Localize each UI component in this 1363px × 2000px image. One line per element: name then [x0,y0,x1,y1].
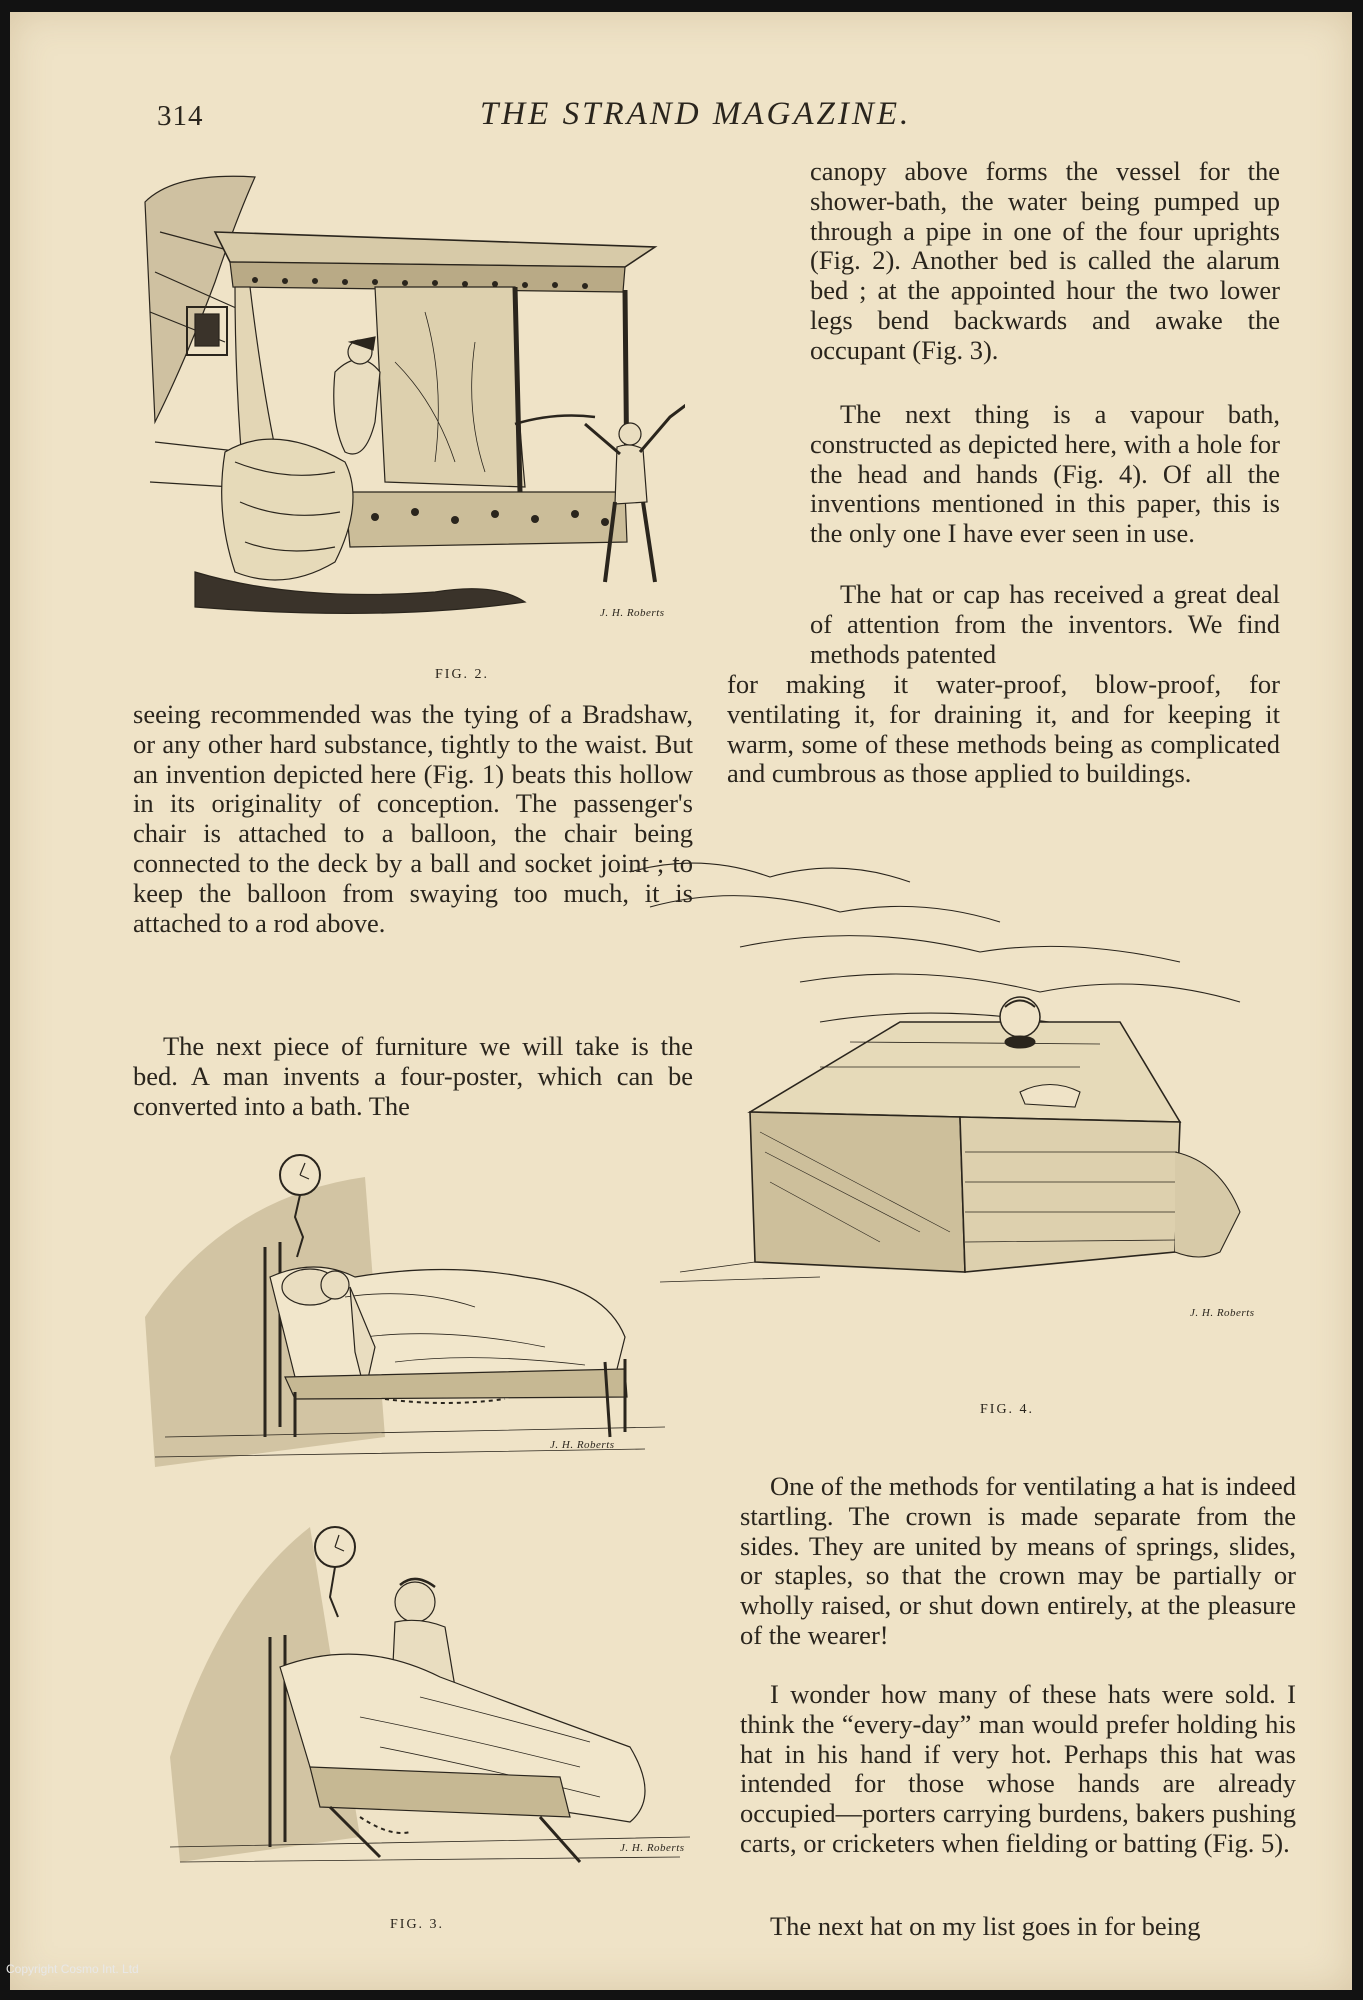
page-number: 314 [157,100,204,132]
paragraph-canopy: canopy above forms the vessel for the shower-bath, the water being pumped up through a pipe in one of the four uprights (Fig. 2). Another bed is called the alarum bed ; at the appointed hour the two lower legs bend backwards and awake the occupant (Fig. 3). [810,156,1280,365]
paragraph-hat-methods: for making it water-proof, blow-proof, for ventilating it, for draining it, and for keeping it warm, some of these methods being as complicated and cumbrous as those applied to buildings. [727,669,1280,789]
fig4-illustration [620,852,1270,1342]
fig3-lower-illustration [160,1517,705,1877]
running-title: THE STRAND MAGAZINE. [480,96,912,132]
fig3-caption: FIG. 3. [390,1917,445,1932]
paragraph-hat-intro: The hat or cap has received a great deal of attention from the inventors. We find methods patented [810,579,1280,669]
fig2-caption: FIG. 2. [435,667,490,682]
paragraph-vapour-bath: The next thing is a vapour bath, constructed as depicted here, with a hole for the head and hands (Fig. 4). Of all the inventions mentioned in this paper, this is the only one I have ever seen in use. [810,399,1280,549]
fig4-signature: J. H. Roberts [1190,1307,1255,1319]
paragraph-next-hat: The next hat on my list goes in for being [770,1911,1201,1941]
fig2-illustration [135,162,685,632]
magazine-page [10,12,1352,1990]
paragraph-bed: The next piece of furniture we will take is the bed. A man invents a four-poster, which can be converted into a bath. The [133,1031,693,1121]
fig3-lower-signature: J. H. Roberts [620,1842,685,1854]
fig3-upper-illustration [145,1137,685,1482]
copyright-notice: Copyright Cosmo Int. Ltd [6,1962,139,1976]
fig2-signature: J. H. Roberts [600,607,665,619]
fig4-caption: FIG. 4. [980,1402,1035,1417]
fig3-upper-signature: J. H. Roberts [550,1439,615,1451]
paragraph-balloon-chair: seeing recommended was the tying of a Bradshaw, or any other hard substance, tightly to the waist. But an invention depicted here (Fig. 1) beats this hollow in its originality of conception. The passenger's chair is attached to a balloon, the chair being connected to the deck by a ball and socket joint ; to keep the balloon from swaying too much, it is attached to a rod above. [133,699,693,938]
paragraph-ventilating-hat: One of the methods for ventilating a hat is indeed startling. The crown is made separate from the sides. They are united by means of springs, slides, or staples, so that the crown may be partially or wholly raised, or shut down entirely, at the pleasure of the wearer! [740,1471,1296,1650]
paragraph-hats-sold: I wonder how many of these hats were sold. I think the “every-day” man would prefer holding his hat in his hand if very hot. Perhaps this hat was intended for those whose hands are already occupied—porters carrying burdens, bakers pushing carts, or cricketers when fielding or batting (Fig. 5). [740,1679,1296,1858]
